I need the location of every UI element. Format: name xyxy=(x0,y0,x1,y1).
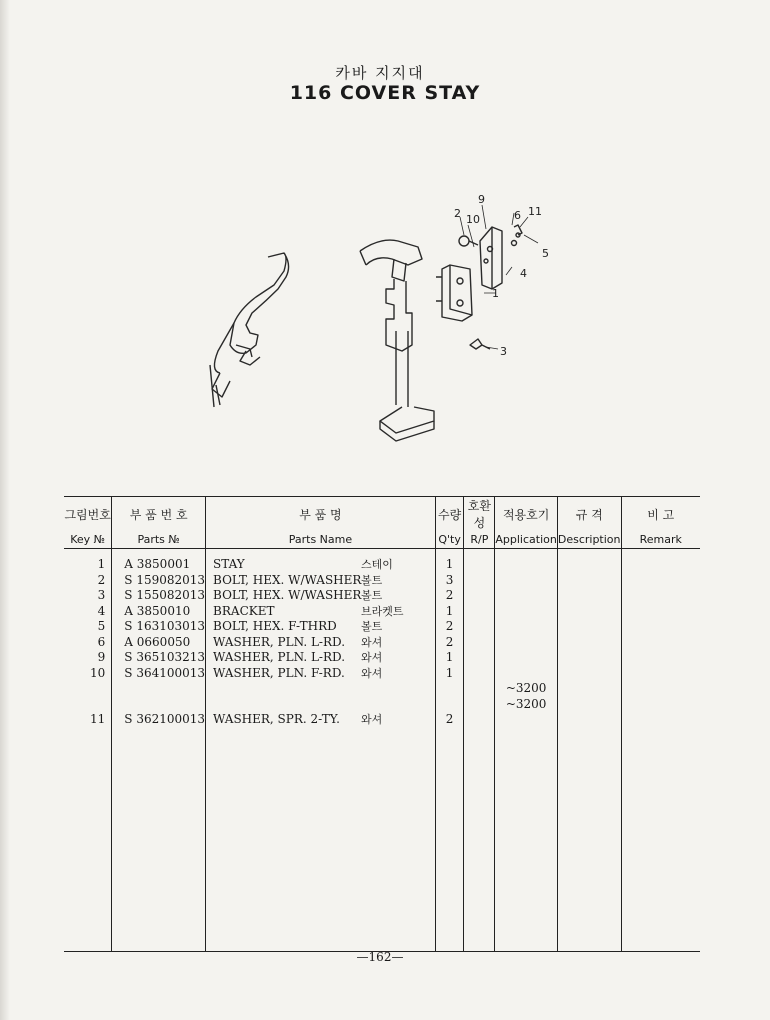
row-part-name-korean: 스테이 xyxy=(361,558,393,571)
row-part-number: S 155082013 xyxy=(124,588,206,602)
row-part-name-english: WASHER, SPR. 2-TY. xyxy=(213,712,340,726)
row-application: ~3200 xyxy=(505,696,547,711)
svg-text:11: 11 xyxy=(528,205,542,218)
header-qty: Q'ty xyxy=(435,531,464,549)
header-description: Description xyxy=(557,531,621,549)
row-quantity: 1 xyxy=(445,603,454,618)
row-quantity: 1 xyxy=(445,650,454,664)
header-key-ko: 그림번호 xyxy=(64,497,112,532)
row-application xyxy=(495,557,556,573)
row-quantity: 3 xyxy=(445,572,454,587)
name-column xyxy=(206,549,436,952)
row-part-name-korean: 브라켓트 xyxy=(361,604,404,618)
row-part-name-english: BOLT, HEX. F-THRD xyxy=(213,619,337,633)
svg-text:5: 5 xyxy=(542,247,549,260)
rp-column xyxy=(464,549,495,952)
row-key: 10 xyxy=(90,665,106,680)
row-application xyxy=(495,650,556,666)
row-part-name-korean: 와셔 xyxy=(361,666,383,680)
row-part-name-english: BOLT, HEX. W/WASHER xyxy=(213,572,362,587)
row-part-name xyxy=(206,573,435,589)
row-part-number xyxy=(112,681,205,697)
svg-text:10: 10 xyxy=(466,213,480,226)
row-key xyxy=(64,681,111,697)
page-number: —162— xyxy=(356,950,404,964)
row-quantity xyxy=(436,697,464,713)
row-application xyxy=(495,666,556,682)
row-quantity: 1 xyxy=(445,665,454,680)
row-quantity: 2 xyxy=(445,588,454,602)
row-part-name-korean: 와셔 xyxy=(361,651,383,664)
row-part-name-english: BOLT, HEX. W/WASHER xyxy=(213,588,362,602)
row-quantity: 2 xyxy=(445,712,454,726)
row-part-name xyxy=(206,650,435,666)
row-key xyxy=(64,697,111,713)
header-rp: R/P xyxy=(464,531,495,549)
row-part-number xyxy=(112,697,205,713)
row-application xyxy=(495,588,556,604)
row-key: 5 xyxy=(97,619,106,633)
row-part-number: A 0660050 xyxy=(124,634,191,649)
row-part-name-korean: 볼트 xyxy=(361,620,383,633)
svg-text:2: 2 xyxy=(454,207,461,220)
description-column xyxy=(557,549,621,952)
row-key: 1 xyxy=(97,557,106,571)
row-key: 3 xyxy=(97,588,106,602)
key-column xyxy=(64,549,112,952)
row-key: 9 xyxy=(97,650,106,664)
row-part-name xyxy=(206,635,435,651)
header-remark-ko: 비 고 xyxy=(621,497,700,532)
header-name-ko: 부 품 명 xyxy=(206,497,436,532)
row-part-name-korean: 볼트 xyxy=(361,589,383,602)
row-key: 4 xyxy=(97,603,106,618)
header-application-ko: 적용호기 xyxy=(495,497,557,532)
table-header-english xyxy=(64,531,700,549)
svg-text:3: 3 xyxy=(500,345,507,358)
row-part-name xyxy=(206,619,435,635)
header-remark: Remark xyxy=(621,531,700,549)
row-key: 11 xyxy=(90,712,106,726)
row-part-name xyxy=(206,697,435,713)
row-application: ~3200 xyxy=(505,681,547,695)
row-part-name-english: WASHER, PLN. L-RD. xyxy=(213,650,346,664)
row-part-number: S 365103213 xyxy=(124,650,206,664)
header-partno: Parts № xyxy=(112,531,206,549)
header-name: Parts Name xyxy=(206,531,436,549)
svg-text:1: 1 xyxy=(492,287,499,300)
row-part-number: S 364100013 xyxy=(124,665,206,680)
remark-column xyxy=(621,549,700,952)
row-quantity xyxy=(436,681,464,697)
table-header-korean xyxy=(64,497,700,532)
application-column xyxy=(495,549,557,952)
page-edge-shadow xyxy=(0,0,10,1020)
row-key: 2 xyxy=(97,572,106,587)
row-application xyxy=(495,635,556,651)
parts-table xyxy=(64,496,700,952)
row-part-name xyxy=(206,681,435,697)
row-part-name-english: BRACKET xyxy=(213,603,275,618)
row-part-name xyxy=(206,712,435,728)
header-rp-ko: 호환성 xyxy=(464,497,495,532)
row-part-name-english: STAY xyxy=(213,557,245,571)
row-part-name xyxy=(206,666,435,682)
row-part-number: A 3850001 xyxy=(124,557,191,571)
row-part-name-korean: 와셔 xyxy=(361,635,383,649)
row-part-name xyxy=(206,588,435,604)
row-application xyxy=(495,619,556,635)
header-description-ko: 규 격 xyxy=(557,497,621,532)
row-part-number: S 163103013 xyxy=(124,619,206,633)
header-partno-ko: 부 품 번 호 xyxy=(112,497,206,532)
row-part-name-english: WASHER, PLN. L-RD. xyxy=(213,634,346,649)
row-part-number: S 362100013 xyxy=(124,712,206,726)
row-part-name xyxy=(206,557,435,573)
row-key: 6 xyxy=(97,634,106,649)
svg-text:6: 6 xyxy=(514,209,521,222)
row-quantity: 2 xyxy=(445,634,454,649)
svg-text:4: 4 xyxy=(520,267,527,280)
header-key: Key № xyxy=(64,531,112,549)
table-body xyxy=(64,549,700,952)
row-application xyxy=(495,712,556,728)
page-title-korean: 카바 지지대 xyxy=(335,64,425,82)
row-part-name-korean: 와셔 xyxy=(361,713,383,726)
partno-column xyxy=(112,549,206,952)
header-qty-ko: 수량 xyxy=(435,497,464,532)
row-part-number: S 159082013 xyxy=(124,572,206,587)
qty-column xyxy=(435,549,464,952)
row-application xyxy=(495,573,556,589)
row-quantity: 1 xyxy=(445,557,454,571)
row-application xyxy=(495,604,556,620)
row-part-name-english: WASHER, PLN. F-RD. xyxy=(213,665,345,680)
exploded-parts-diagram xyxy=(180,185,549,455)
page-title: 116 COVER STAY xyxy=(289,82,481,104)
row-part-number: A 3850010 xyxy=(124,603,191,618)
svg-text:9: 9 xyxy=(478,193,485,206)
header-application: Application xyxy=(495,531,557,549)
row-part-name xyxy=(206,604,435,620)
row-part-name-korean: 볼트 xyxy=(361,573,383,587)
row-quantity: 2 xyxy=(445,619,454,633)
